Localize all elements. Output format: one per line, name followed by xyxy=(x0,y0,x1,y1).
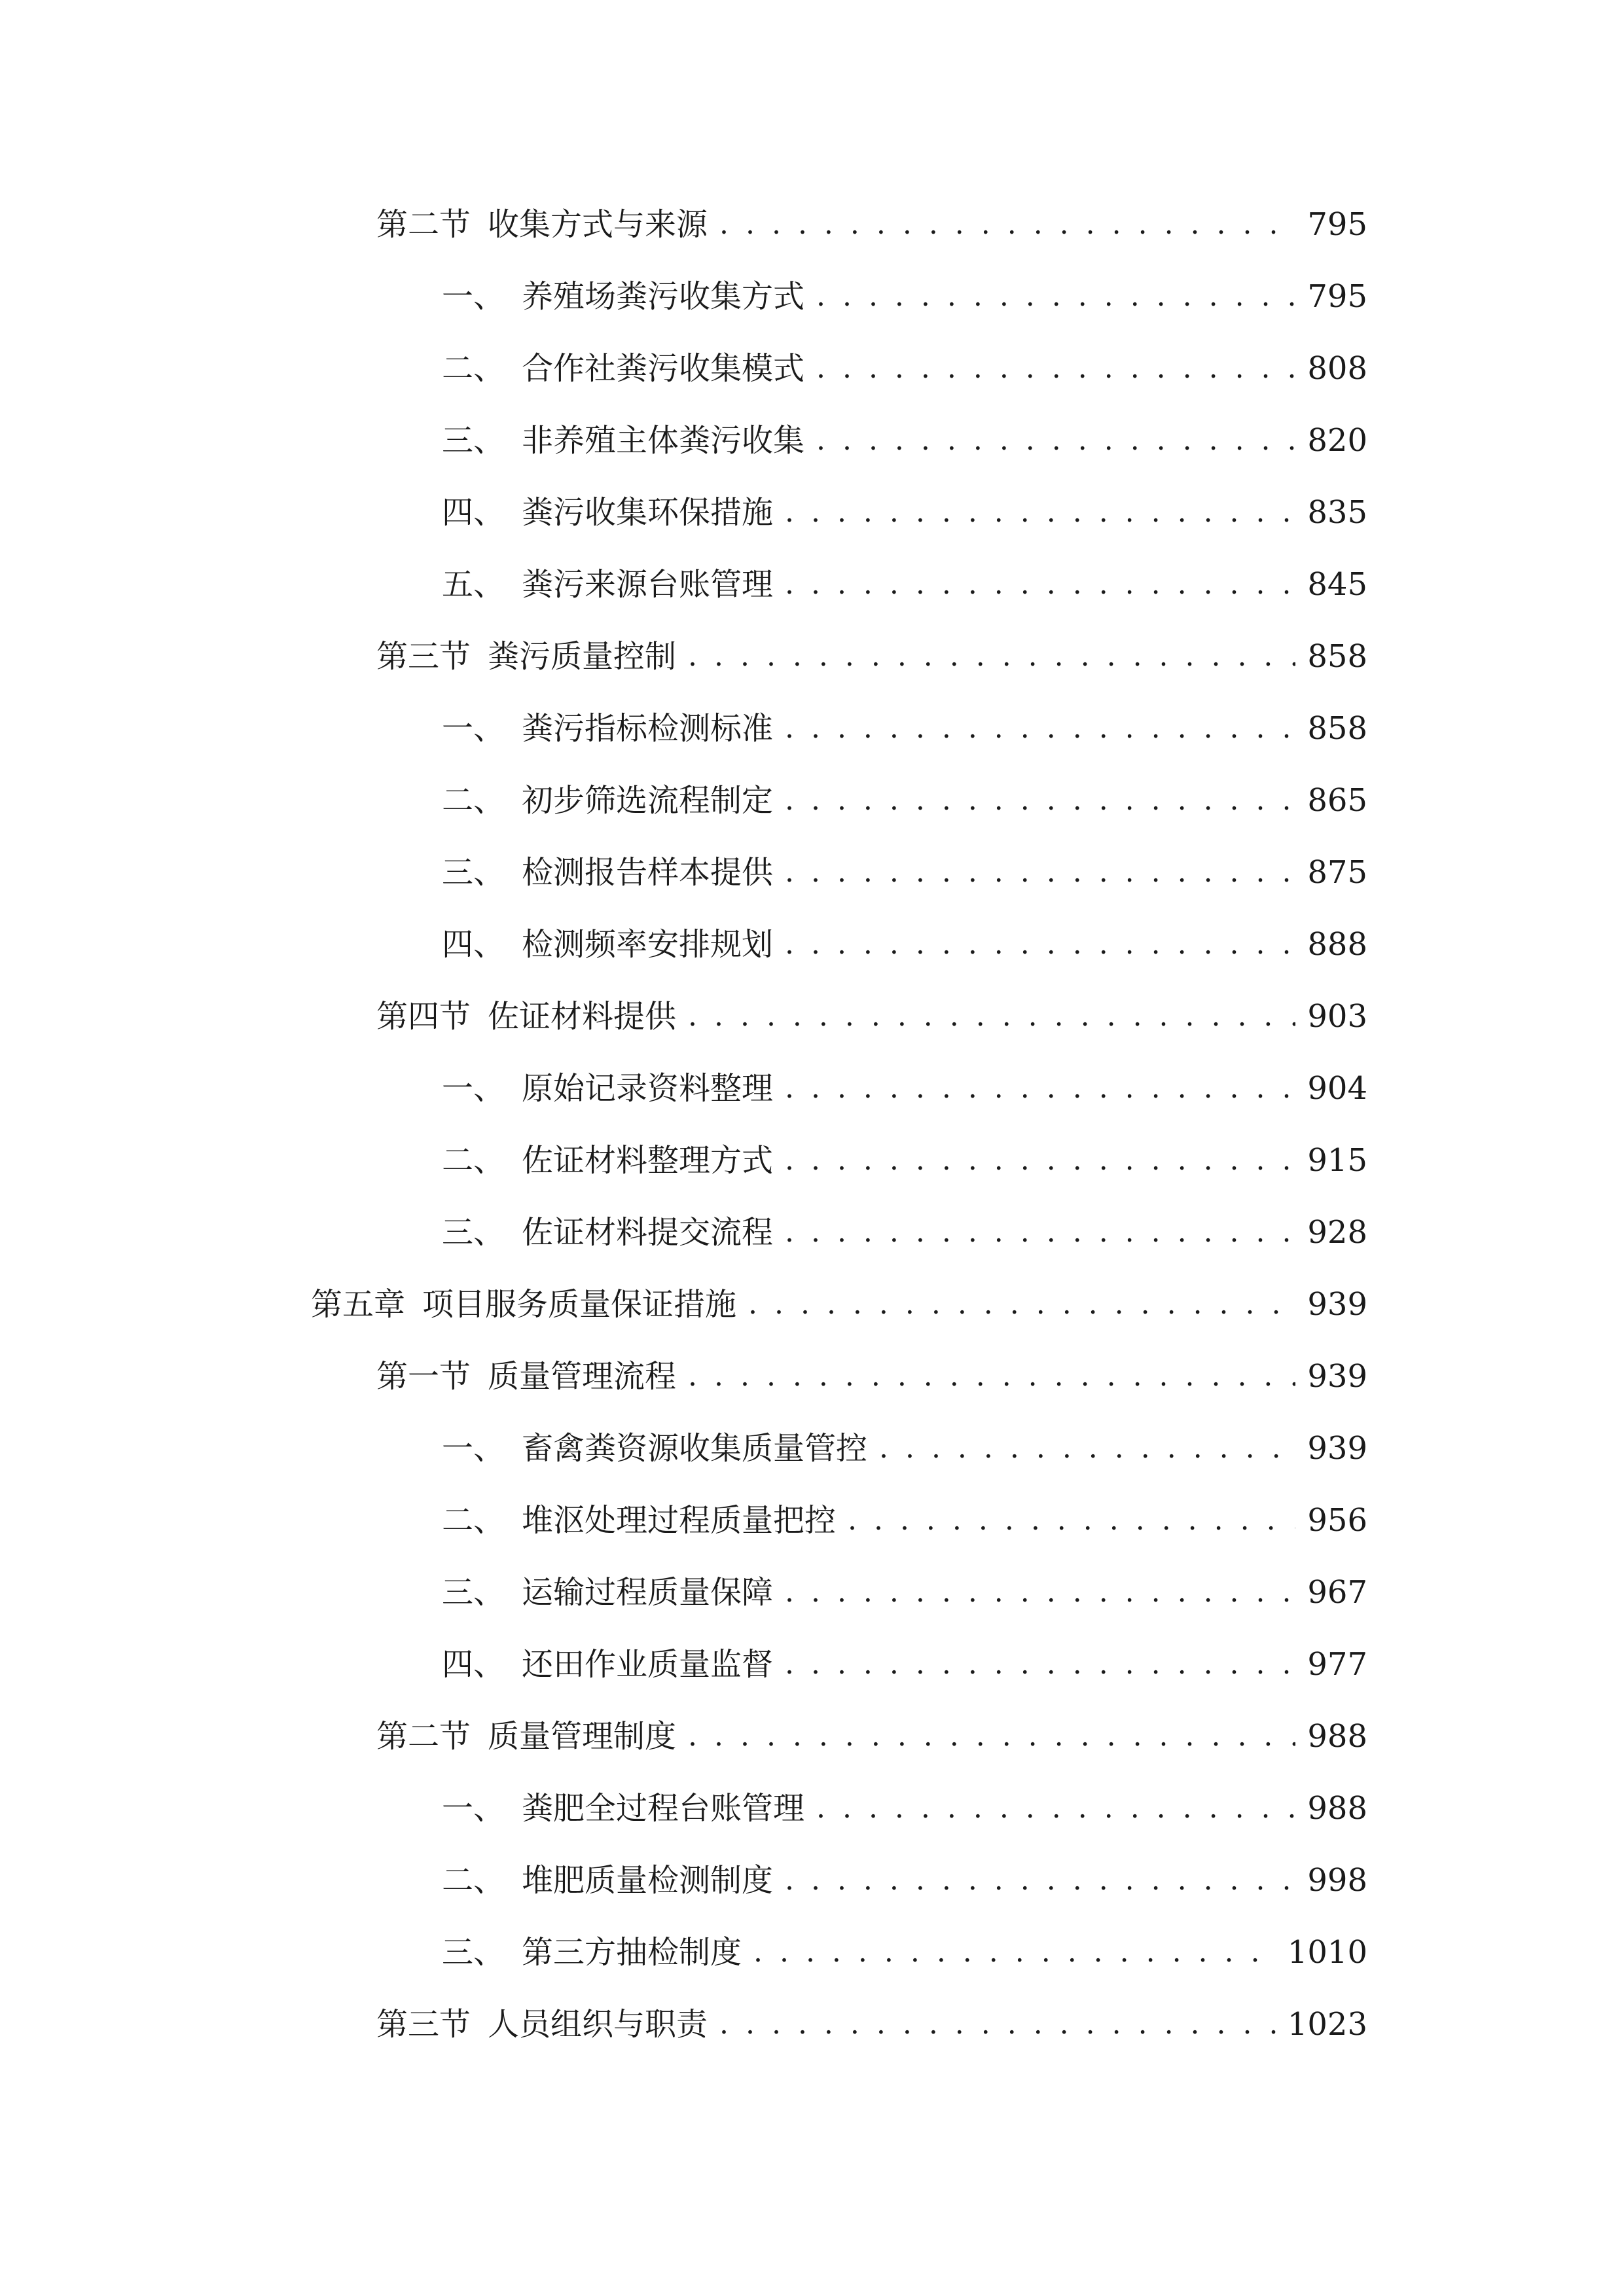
entry-title: 畜禽粪资源收集质量管控 xyxy=(522,1430,868,1467)
entry-title: 第三方抽检制度 xyxy=(522,1934,742,1971)
dot-leader xyxy=(719,205,1295,244)
page-number: 956 xyxy=(1307,1502,1367,1539)
entry-number: 四、 xyxy=(442,1646,505,1683)
page-number: 939 xyxy=(1307,1286,1367,1323)
toc-entry[interactable] xyxy=(0,260,1624,332)
entry-label xyxy=(376,1357,676,1396)
page-number: 795 xyxy=(1307,206,1367,243)
entry-label xyxy=(442,853,773,892)
dot-leader xyxy=(785,565,1295,604)
toc-entry[interactable] xyxy=(0,1916,1624,1988)
entry-label xyxy=(442,1141,773,1180)
dot-leader xyxy=(688,997,1295,1036)
page-number: 808 xyxy=(1307,350,1367,387)
dot-leader xyxy=(785,709,1295,748)
entry-title: 质量管理流程 xyxy=(488,1358,677,1395)
entry-number: 二、 xyxy=(442,1142,505,1179)
entry-label xyxy=(376,2005,708,2044)
dot-leader xyxy=(816,421,1295,460)
entry-label xyxy=(311,1285,736,1324)
entry-number: 三、 xyxy=(442,1574,505,1611)
entry-title: 还田作业质量监督 xyxy=(522,1646,774,1683)
toc-entry[interactable] xyxy=(0,1556,1624,1628)
entry-title: 检测报告样本提供 xyxy=(522,854,774,891)
entry-number: 四、 xyxy=(442,494,505,531)
entry-label xyxy=(442,1645,773,1684)
entry-label xyxy=(442,1213,773,1252)
entry-number: 二、 xyxy=(442,1862,505,1899)
entry-label xyxy=(442,1573,773,1612)
page-number: 903 xyxy=(1307,998,1367,1035)
entry-number: 第五章 xyxy=(311,1286,406,1323)
page-number: 875 xyxy=(1307,854,1367,891)
toc-entry[interactable] xyxy=(0,1124,1624,1196)
page-number: 820 xyxy=(1307,422,1367,459)
page-number: 858 xyxy=(1307,638,1367,675)
page-number: 988 xyxy=(1307,1790,1367,1827)
entry-number: 三、 xyxy=(442,854,505,891)
entry-number: 第二节 xyxy=(376,206,471,243)
toc-entry[interactable] xyxy=(0,908,1624,980)
toc-entry[interactable] xyxy=(0,1340,1624,1412)
entry-label xyxy=(442,925,773,964)
page-number: 928 xyxy=(1307,1214,1367,1251)
entry-label xyxy=(442,493,773,532)
entry-label xyxy=(442,1789,804,1828)
entry-number: 一、 xyxy=(442,1790,505,1827)
dot-leader xyxy=(785,925,1295,964)
entry-label xyxy=(376,637,676,676)
entry-title: 合作社粪污收集模式 xyxy=(522,350,805,387)
toc-entry[interactable] xyxy=(0,1268,1624,1340)
entry-label xyxy=(376,205,708,244)
entry-title: 项目服务质量保证措施 xyxy=(422,1286,737,1323)
dot-leader xyxy=(816,1789,1295,1828)
entry-title: 收集方式与来源 xyxy=(488,206,708,243)
toc-entry[interactable] xyxy=(0,692,1624,764)
toc-entry[interactable] xyxy=(0,1844,1624,1916)
toc-entry[interactable] xyxy=(0,764,1624,836)
entry-label xyxy=(376,1717,676,1756)
toc-entry[interactable] xyxy=(0,332,1624,404)
entry-label xyxy=(442,1861,773,1900)
dot-leader xyxy=(785,853,1295,892)
page-number: 865 xyxy=(1307,782,1367,819)
page-number: 888 xyxy=(1307,926,1367,963)
toc-entry[interactable] xyxy=(0,476,1624,548)
dot-leader xyxy=(753,1933,1276,1972)
page-number: 858 xyxy=(1307,710,1367,747)
dot-leader xyxy=(688,1717,1295,1756)
entry-title: 粪肥全过程台账管理 xyxy=(522,1790,805,1827)
dot-leader xyxy=(816,349,1295,388)
entry-title: 运输过程质量保障 xyxy=(522,1574,774,1611)
dot-leader xyxy=(785,1645,1295,1684)
entry-title: 原始记录资料整理 xyxy=(522,1070,774,1107)
entry-title: 养殖场粪污收集方式 xyxy=(522,278,805,315)
dot-leader xyxy=(785,493,1295,532)
toc-entry[interactable] xyxy=(0,1772,1624,1844)
toc-entry[interactable] xyxy=(0,836,1624,908)
entry-number: 一、 xyxy=(442,710,505,747)
toc-entry[interactable] xyxy=(0,1052,1624,1124)
entry-title: 堆沤处理过程质量把控 xyxy=(522,1502,837,1539)
page-number: 939 xyxy=(1307,1358,1367,1395)
entry-label xyxy=(442,565,773,604)
dot-leader xyxy=(785,1573,1295,1612)
toc-entry[interactable] xyxy=(0,188,1624,260)
dot-leader xyxy=(879,1429,1295,1468)
page-number: 977 xyxy=(1307,1646,1367,1683)
entry-title: 初步筛选流程制定 xyxy=(522,782,774,819)
page-number: 795 xyxy=(1307,278,1367,315)
page-number: 998 xyxy=(1307,1862,1367,1899)
page-number: 835 xyxy=(1307,494,1367,531)
dot-leader xyxy=(688,637,1295,676)
entry-title: 粪污收集环保措施 xyxy=(522,494,774,531)
page-number: 845 xyxy=(1307,566,1367,603)
entry-title: 佐证材料提供 xyxy=(488,998,677,1035)
dot-leader xyxy=(785,1861,1295,1900)
entry-label xyxy=(442,709,773,748)
dot-leader xyxy=(848,1501,1295,1540)
entry-label xyxy=(442,1933,742,1972)
entry-title: 检测频率安排规划 xyxy=(522,926,774,963)
toc-entry[interactable] xyxy=(0,620,1624,692)
toc-entry[interactable] xyxy=(0,404,1624,476)
dot-leader xyxy=(785,781,1295,820)
page-number: 904 xyxy=(1307,1070,1367,1107)
entry-title: 粪污质量控制 xyxy=(488,638,677,675)
entry-title: 粪污来源台账管理 xyxy=(522,566,774,603)
entry-label xyxy=(442,1501,836,1540)
entry-title: 质量管理制度 xyxy=(488,1718,677,1755)
entry-label xyxy=(442,349,804,388)
dot-leader xyxy=(816,277,1295,316)
toc-entry[interactable] xyxy=(0,1196,1624,1268)
entry-title: 人员组织与职责 xyxy=(488,2006,708,2043)
entry-number: 五、 xyxy=(442,566,505,603)
page-number: 1023 xyxy=(1287,2006,1367,2043)
entry-label xyxy=(442,781,773,820)
dot-leader xyxy=(748,1285,1295,1324)
dot-leader xyxy=(785,1141,1295,1180)
toc-entry[interactable] xyxy=(0,1484,1624,1556)
entry-number: 三、 xyxy=(442,1214,505,1251)
entry-number: 三、 xyxy=(442,422,505,459)
entry-number: 二、 xyxy=(442,782,505,819)
entry-title: 堆肥质量检测制度 xyxy=(522,1862,774,1899)
entry-number: 二、 xyxy=(442,1502,505,1539)
entry-title: 佐证材料提交流程 xyxy=(522,1214,774,1251)
entry-label xyxy=(442,1429,867,1468)
entry-title: 粪污指标检测标准 xyxy=(522,710,774,747)
toc-entry[interactable] xyxy=(0,1988,1624,2060)
dot-leader xyxy=(688,1357,1295,1396)
toc-entry[interactable] xyxy=(0,980,1624,1052)
toc-entry[interactable] xyxy=(0,548,1624,620)
entry-number: 四、 xyxy=(442,926,505,963)
entry-label xyxy=(442,421,804,460)
entry-label xyxy=(442,1069,773,1108)
toc-entry[interactable] xyxy=(0,1700,1624,1772)
dot-leader xyxy=(785,1213,1295,1252)
entry-title: 佐证材料整理方式 xyxy=(522,1142,774,1179)
page-number: 1010 xyxy=(1287,1934,1367,1971)
entry-number: 第一节 xyxy=(376,1358,471,1395)
page-number: 939 xyxy=(1307,1430,1367,1467)
dot-leader xyxy=(785,1069,1295,1108)
entry-title: 非养殖主体粪污收集 xyxy=(522,422,805,459)
entry-number: 一、 xyxy=(442,278,505,315)
entry-number: 第三节 xyxy=(376,2006,471,2043)
page-number: 988 xyxy=(1307,1718,1367,1755)
entry-number: 一、 xyxy=(442,1070,505,1107)
entry-number: 第三节 xyxy=(376,638,471,675)
entry-label xyxy=(376,997,676,1036)
dot-leader xyxy=(719,2005,1276,2044)
toc-entry[interactable] xyxy=(0,1628,1624,1700)
entry-number: 一、 xyxy=(442,1430,505,1467)
entry-number: 三、 xyxy=(442,1934,505,1971)
entry-number: 二、 xyxy=(442,350,505,387)
table-of-contents xyxy=(0,188,1624,2060)
page-number: 915 xyxy=(1307,1142,1367,1179)
entry-number: 第四节 xyxy=(376,998,471,1035)
entry-label xyxy=(442,277,804,316)
toc-entry[interactable] xyxy=(0,1412,1624,1484)
entry-number: 第二节 xyxy=(376,1718,471,1755)
page-number: 967 xyxy=(1307,1574,1367,1611)
